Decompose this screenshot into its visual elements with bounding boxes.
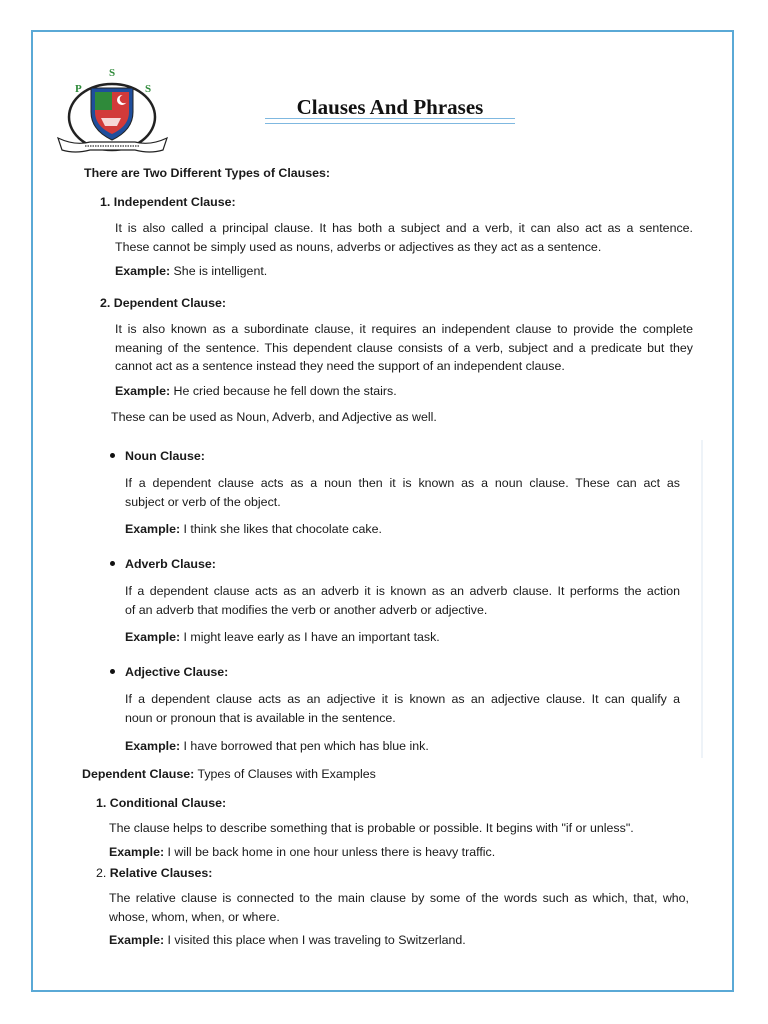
faint-divider [701, 440, 703, 758]
adverb-clause-example: Example: I might leave early as I have an important task. [125, 630, 440, 644]
noun-clause-text: If a dependent clause acts as a noun then it is known as a noun clause. These can act as subject or verb of the object. [125, 476, 680, 509]
independent-example: Example: She is intelligent. [115, 264, 268, 278]
relative-text: The relative clause is connected to the main clause by some of the words such as which, that, who, whose, whom, when, or where. [109, 891, 689, 924]
bullet-noun [110, 453, 115, 458]
bullet-adverb [110, 561, 115, 566]
conditional-heading: 1. Conditional Clause: [96, 796, 227, 810]
title-underline [265, 118, 515, 124]
logo-letter-s2: S [145, 83, 152, 95]
conditional-text: The clause helps to describe something that is probable or possible. It begins with "if or unless". [109, 821, 634, 835]
adjective-clause-heading: Adjective Clause: [125, 665, 229, 679]
bullet-adjective [110, 669, 115, 674]
school-logo [55, 62, 170, 157]
relative-example: Example: I visited this place when I was traveling to Switzerland. [109, 933, 466, 947]
logo-letter-p: P [75, 83, 82, 95]
dependent-heading: 2. Dependent Clause: [100, 296, 226, 310]
adjective-clause-text: If a dependent clause acts as an adjective it is known as an adjective clause. It can qualify a noun or pronoun that is available in the sentence. [125, 692, 680, 725]
noun-clause-heading: Noun Clause: [125, 449, 205, 463]
logo-letter-s1: S [109, 67, 116, 79]
dependent-note: These can be used as Noun, Adverb, and Adjective as well. [111, 410, 437, 424]
dependent-example: Example: He cried because he fell down the stairs. [115, 384, 397, 398]
relative-heading: 2. Relative Clauses: [96, 866, 213, 880]
dependent-text: It is also known as a subordinate clause, it requires an independent clause to provide the complete meaning of the sentence. This dependent clause consists of a verb, subject and a predicate but they cannot act as a sentence instead they need the support of an independent clause. [115, 322, 693, 373]
adjective-clause-example: Example: I have borrowed that pen which has blue ink. [125, 739, 429, 753]
conditional-example: Example: I will be back home in one hour unless there is heavy traffic. [109, 845, 496, 859]
independent-heading: 1. Independent Clause: [100, 195, 236, 209]
noun-clause-example: Example: I think she likes that chocolate cake. [125, 522, 382, 536]
intro-heading: There are Two Different Types of Clauses: [84, 166, 331, 180]
page-title: Clauses And Phrases [296, 95, 484, 119]
adverb-clause-heading: Adverb Clause: [125, 557, 216, 571]
independent-text: It is also called a principal clause. It has both a subject and a verb, it can also act as a sentence. These cannot be simply used as nouns, adverbs or adjectives as they act as a sentence. [115, 221, 693, 254]
dependent-types-heading: Dependent Clause: Types of Clauses with Examples [82, 767, 376, 781]
watermark [430, 425, 540, 445]
adverb-clause-text: If a dependent clause acts as an adverb it is known as an adverb clause. It performs the action of an adverb that modifies the verb or another adverb or adjective. [125, 584, 680, 617]
